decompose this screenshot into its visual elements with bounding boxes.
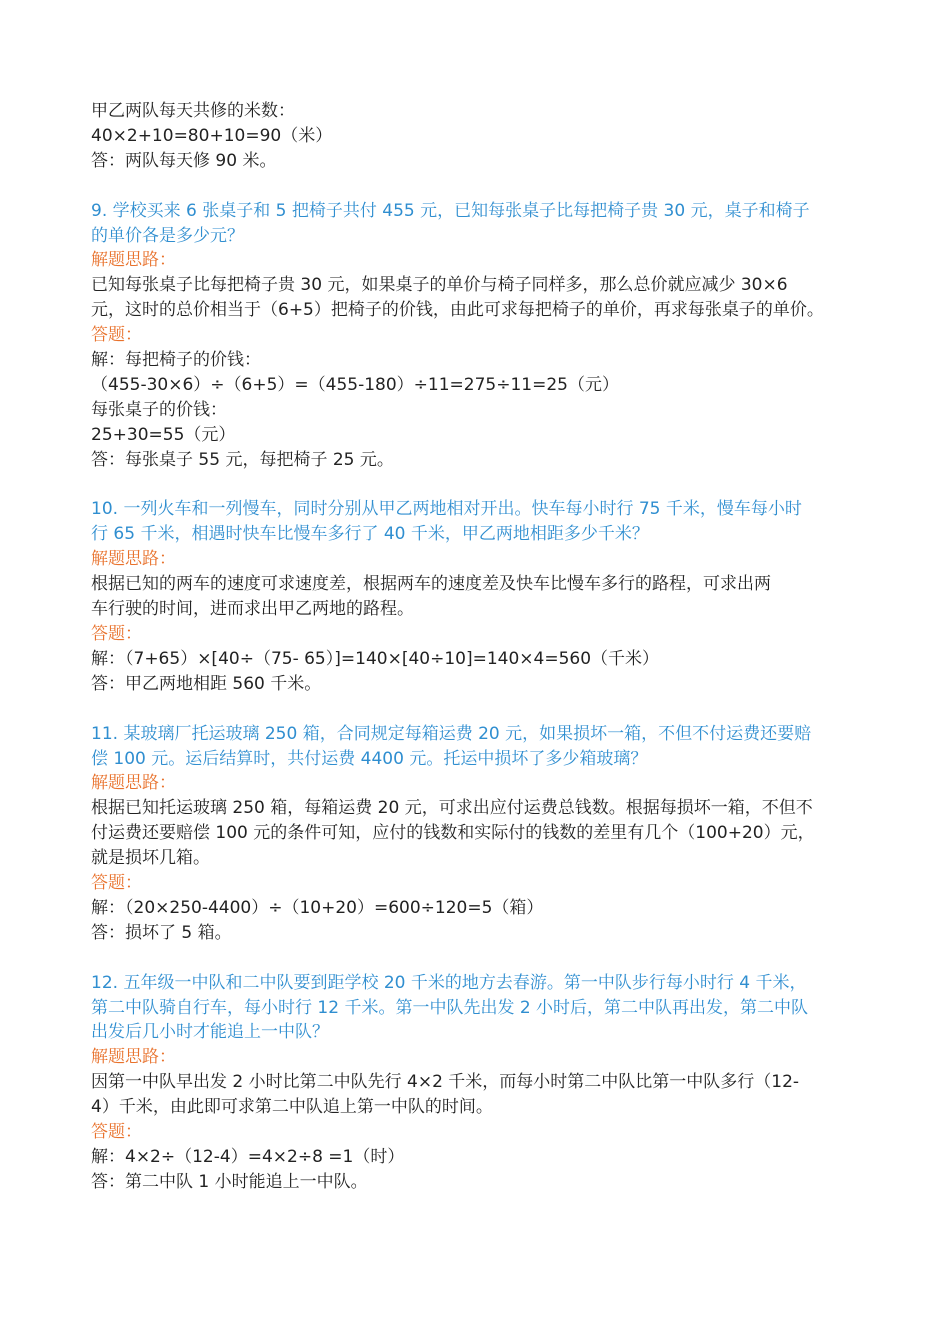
answer-line: （455-30×6）÷（6+5）=（455-180）÷11=275÷11=25（元）: [91, 374, 619, 395]
question-line: 10. 一列火车和一列慢车，同时分别从甲乙两地相对开出。快车每小时行 75 千米，慢车每小时: [91, 499, 802, 520]
answer-line: 每张桌子的价钱：: [91, 399, 227, 420]
thinking-label: 解题思路：: [91, 549, 176, 570]
thinking-label: 解题思路：: [91, 250, 176, 271]
thinking-line: 4）千米，由此即可求第二中队追上第一中队的时间。: [91, 1097, 493, 1118]
answer-line: 解：4×2÷（12-4）=4×2÷8 =1（时）: [91, 1147, 405, 1167]
answer-line: 答：第二中队 1 小时能追上一中队。: [91, 1171, 368, 1192]
answer-label: 答题：: [91, 873, 142, 894]
spacer: [91, 174, 881, 199]
document-content: [91, 99, 881, 1195]
thinking-line: 因第一中队早出发 2 小时比第二中队先行 4×2 千米，而每小时第二中队比第一中队多行（12-: [91, 1072, 800, 1093]
intro-line: 40×2+10=80+10=90（米）: [91, 125, 333, 146]
answer-line: 25+30=55（元）: [91, 424, 236, 445]
question-line: 出发后几小时才能追上一中队？: [91, 1022, 329, 1043]
intro-line: 甲乙两队每天共修的米数：: [91, 101, 295, 121]
problem-11: [91, 722, 881, 946]
thinking-line: 就是损坏几箱。: [91, 848, 210, 869]
question-line: 12. 五年级一中队和二中队要到距学校 20 千米的地方去春游。第一中队步行每小时行 4 千米，: [91, 972, 807, 993]
problem-9: [91, 199, 881, 473]
thinking-label: 解题思路：: [91, 773, 176, 794]
answer-line: 答：甲乙两地相距 560 千米。: [91, 673, 322, 694]
answer-line: 答：损坏了 5 箱。: [91, 922, 232, 943]
answer-label: 答题：: [91, 624, 142, 644]
answer-label: 答题：: [91, 325, 142, 346]
spacer: [91, 697, 881, 722]
problem-10: [91, 497, 881, 696]
question-line: 第二中队骑自行车，每小时行 12 千米。第一中队先出发 2 小时后，第二中队再出发，第二中队: [91, 997, 809, 1018]
answer-line: 解：（20×250-4400）÷（10+20）=600÷120=5（箱）: [91, 897, 544, 918]
question-line: 9. 学校买来 6 张桌子和 5 把椅子共付 455 元，已知每张桌子比每把椅子贵 30 元，桌子和椅子: [91, 200, 810, 221]
thinking-line: 元，这时的总价相当于（6+5）把椅子的价钱，由此可求每把椅子的单价，再求每张桌子的单价。: [91, 300, 824, 321]
thinking-label: 解题思路：: [91, 1047, 176, 1068]
intro-block: [91, 99, 881, 174]
thinking-line: 已知每张桌子比每把椅子贵 30 元，如果桌子的单价与椅子同样多，那么总价就应减少 30×6: [91, 275, 788, 296]
question-line: 的单价各是多少元？: [91, 225, 244, 246]
intro-line: 答：两队每天修 90 米。: [91, 150, 277, 171]
question-line: 11. 某玻璃厂托运玻璃 250 箱，合同规定每箱运费 20 元，如果损坏一箱，不但不付运费还要赔: [91, 723, 812, 744]
answer-line: 解：每把椅子的价钱：: [91, 350, 261, 371]
problem-12: [91, 971, 881, 1195]
answer-line: 答：每张桌子 55 元，每把椅子 25 元。: [91, 449, 394, 470]
thinking-line: 付运费还要赔偿 100 元的条件可知，应付的钱数和实际付的钱数的差里有几个（100+20）元，: [91, 823, 815, 844]
answer-label: 答题：: [91, 1122, 142, 1143]
question-line: 行 65 千米，相遇时快车比慢车多行了 40 千米，甲乙两地相距多少千米？: [91, 524, 649, 545]
thinking-line: 根据已知的两车的速度可求速度差，根据两车的速度差及快车比慢车多行的路程，可求出两: [91, 574, 771, 595]
spacer: [91, 946, 881, 971]
thinking-line: 车行驶的时间，进而求出甲乙两地的路程。: [91, 599, 414, 620]
spacer: [91, 473, 881, 498]
answer-line: 解：（7+65）×[40÷（75- 65）]=140×[40÷10]=140×4=560（千米）: [91, 648, 660, 669]
question-line: 偿 100 元。运后结算时，共付运费 4400 元。托运中损坏了多少箱玻璃？: [91, 748, 648, 769]
thinking-line: 根据已知托运玻璃 250 箱，每箱运费 20 元，可求出应付运费总钱数。根据每损坏一箱，不但不: [91, 798, 813, 819]
